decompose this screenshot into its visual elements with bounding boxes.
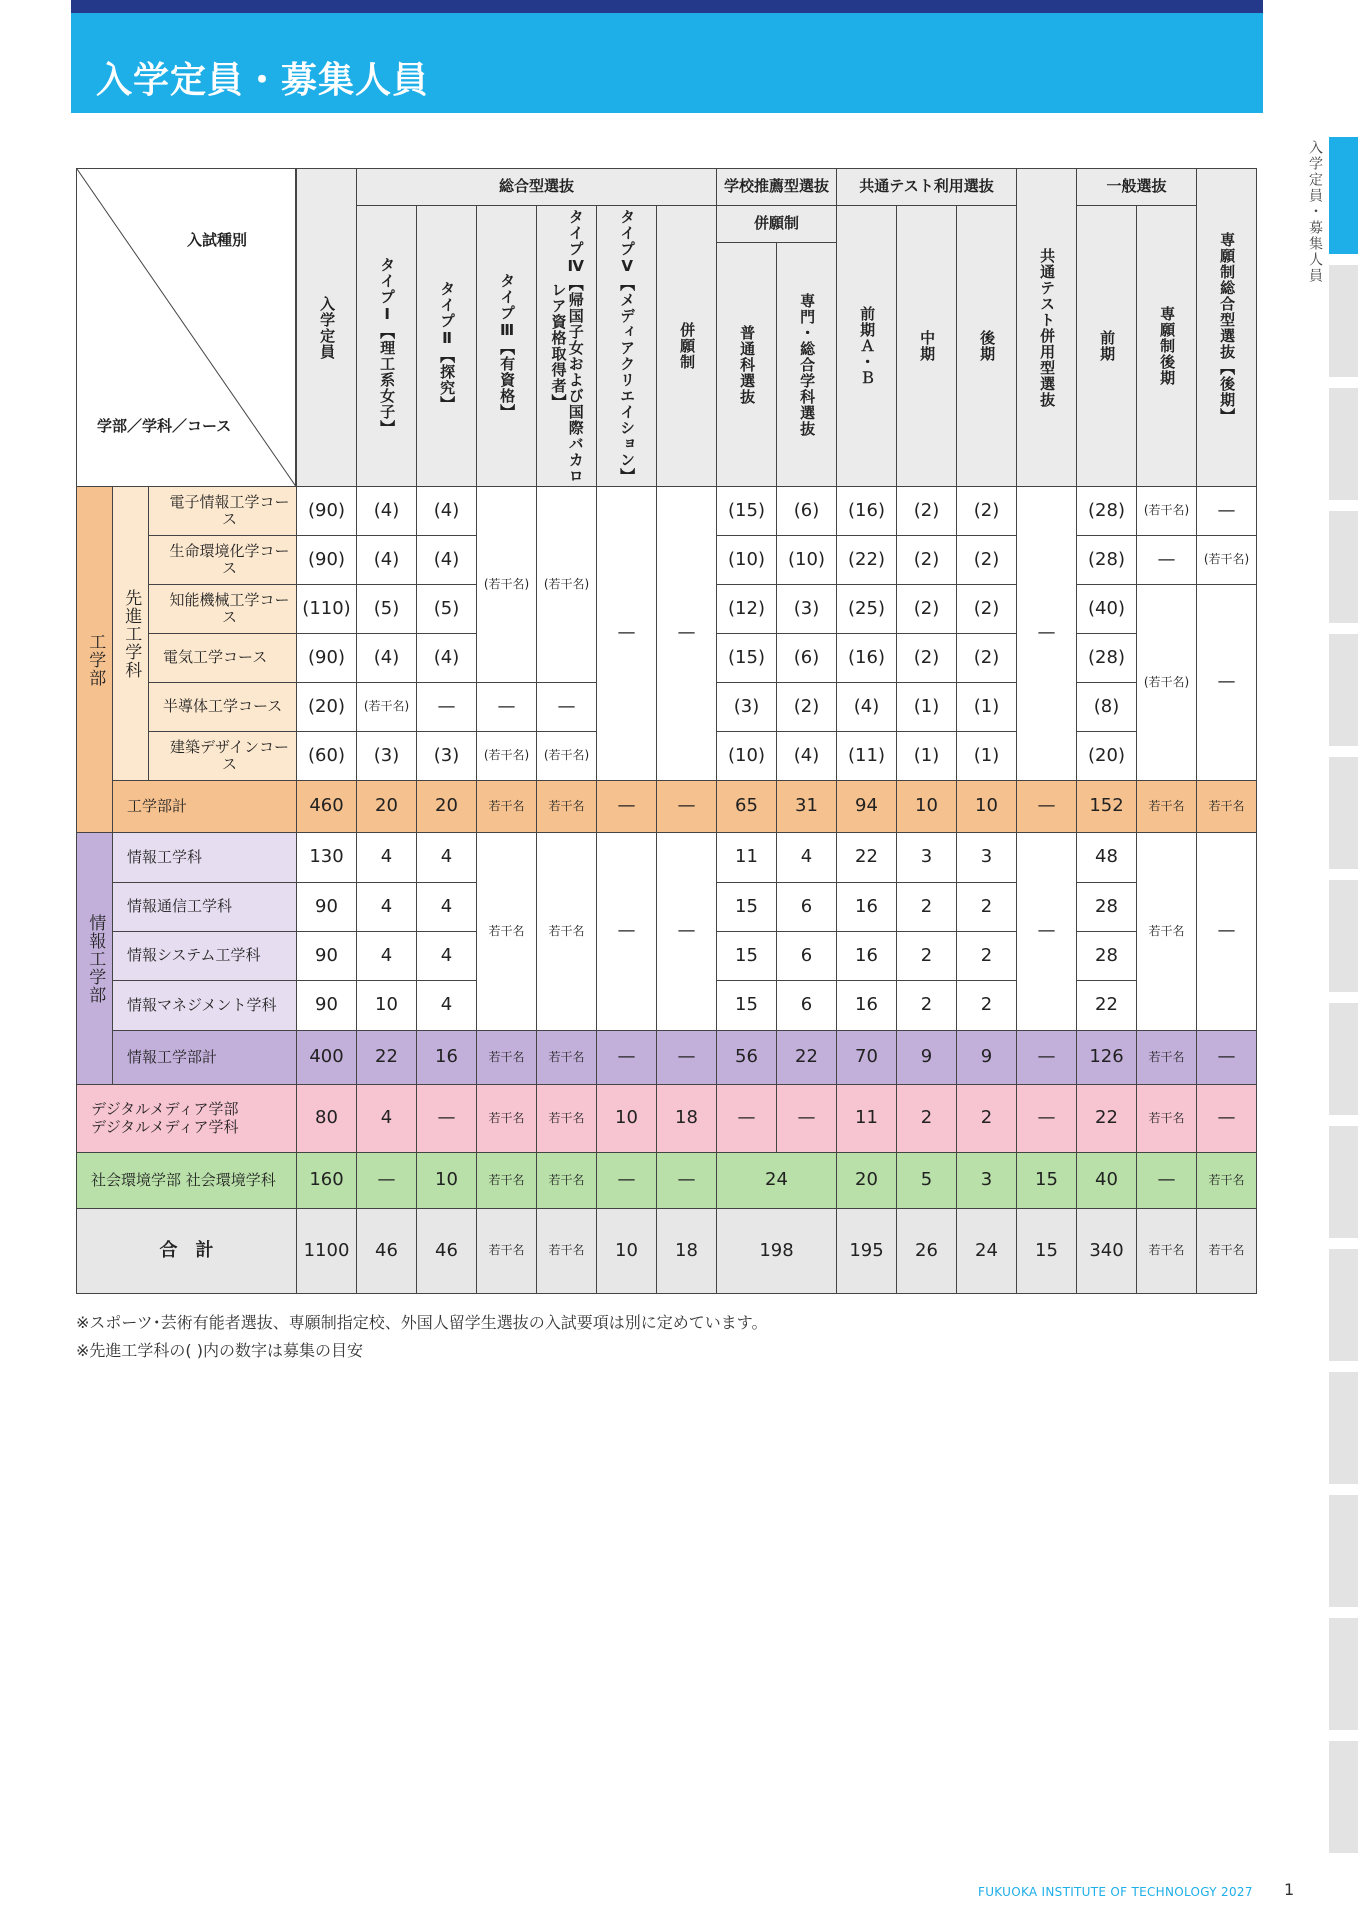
- table-cell: (若干名): [356, 682, 417, 732]
- table-cell: (60): [296, 731, 357, 781]
- total-cell: 20: [356, 780, 417, 833]
- table-cell: (3): [776, 584, 837, 634]
- table-cell: (15): [716, 633, 777, 683]
- table-cell: 28: [1076, 931, 1137, 981]
- table-cell: (4): [356, 633, 417, 683]
- course-name: 建築デザインコース: [148, 731, 297, 781]
- table-cell: 80: [296, 1084, 357, 1153]
- table-cell: 16: [836, 882, 897, 932]
- table-cell: 40: [1076, 1152, 1137, 1209]
- col-header-koki: 後期: [956, 205, 1017, 487]
- total-cell: 56: [716, 1030, 777, 1085]
- table-cell: (4): [416, 633, 477, 683]
- merged-sogo-koki: —: [1196, 832, 1257, 1031]
- table-cell: (25): [836, 584, 897, 634]
- table-cell: 2: [896, 882, 957, 932]
- table-cell: 4: [416, 832, 477, 883]
- table-cell: (20): [296, 682, 357, 732]
- table-cell: (10): [716, 535, 777, 585]
- table-cell: 6: [776, 980, 837, 1031]
- total-cell: 460: [296, 780, 357, 833]
- table-cell: 4: [416, 882, 477, 932]
- table-cell: (2): [956, 633, 1017, 683]
- table-cell: 18: [656, 1084, 717, 1153]
- corner-dept-label: 学部／学科／コース: [97, 417, 232, 435]
- table-cell: (若干名): [536, 731, 597, 781]
- merged-senkan: (若干名): [1136, 584, 1197, 781]
- table-cell: (2): [896, 535, 957, 585]
- table-cell: (5): [416, 584, 477, 634]
- col-header-futsu: 普通科選抜: [716, 242, 777, 487]
- col-header-ippan-senkan: 専願制後期: [1136, 205, 1197, 487]
- total-cell: —: [596, 780, 657, 833]
- side-nav-tab[interactable]: [1329, 634, 1358, 746]
- table-cell: 22: [836, 832, 897, 883]
- dept-name: 情報工学科: [112, 832, 297, 883]
- course-name: 電気工学コース: [148, 633, 297, 683]
- total-cell: —: [1016, 780, 1077, 833]
- table-cell: —: [596, 1152, 657, 1209]
- dept-name: 情報マネジメント学科: [112, 980, 297, 1031]
- table-cell: (2): [956, 535, 1017, 585]
- merged-heigan: —: [656, 832, 717, 1031]
- col-header-type3: タイプⅢ【有資格】: [476, 205, 537, 487]
- side-nav-tab[interactable]: [1329, 1495, 1358, 1607]
- side-nav-tab[interactable]: [1329, 1126, 1358, 1238]
- table-cell: 4: [776, 832, 837, 883]
- course-name: 半導体工学コース: [148, 682, 297, 732]
- total-cell: 9: [956, 1030, 1017, 1085]
- table-cell: 3: [956, 1152, 1017, 1209]
- footer-brand: FUKUOKA INSTITUTE OF TECHNOLOGY 2027: [978, 1885, 1253, 1899]
- table-cell: (4): [416, 486, 477, 536]
- total-cell: 152: [1076, 780, 1137, 833]
- table-cell: —: [356, 1152, 417, 1209]
- total-cell: 22: [356, 1030, 417, 1085]
- total-cell: —: [656, 780, 717, 833]
- total-cell: 10: [596, 1208, 657, 1294]
- table-cell: (40): [1076, 584, 1137, 634]
- merged-type4: 若干名: [536, 832, 597, 1031]
- table-cell: 2: [896, 1084, 957, 1153]
- total-cell: —: [1016, 1030, 1077, 1085]
- merged-type5: —: [596, 832, 657, 1031]
- table-cell: 15: [716, 980, 777, 1031]
- total-cell: 若干名: [1136, 780, 1197, 833]
- table-cell: (90): [296, 535, 357, 585]
- table-cell: 5: [896, 1152, 957, 1209]
- total-cell: 94: [836, 780, 897, 833]
- table-cell: —: [656, 1152, 717, 1209]
- group-header-ippan: 一般選抜: [1076, 168, 1197, 206]
- side-nav-tab[interactable]: [1329, 1249, 1358, 1361]
- merged-heiyo: —: [1016, 486, 1077, 781]
- info-total-label: 情報工学部計: [112, 1030, 297, 1085]
- total-cell: 22: [776, 1030, 837, 1085]
- table-cell: —: [416, 1084, 477, 1153]
- table-cell: 16: [836, 980, 897, 1031]
- table-cell: (28): [1076, 633, 1137, 683]
- table-cell: —: [716, 1084, 777, 1153]
- table-cell: (3): [716, 682, 777, 732]
- table-cell: (4): [836, 682, 897, 732]
- total-cell: 若干名: [476, 1030, 537, 1085]
- table-cell: (10): [716, 731, 777, 781]
- table-cell: —: [1016, 1084, 1077, 1153]
- table-cell: (90): [296, 633, 357, 683]
- table-cell: (3): [416, 731, 477, 781]
- table-cell: (2): [956, 584, 1017, 634]
- side-nav-tab[interactable]: [1329, 388, 1358, 500]
- merged-type3: 若干名: [476, 832, 537, 1031]
- footnote-1: ※スポーツ･芸術有能者選抜、専願制指定校、外国人留学生選抜の入試要項は別に定めています。: [76, 1313, 768, 1332]
- table-cell: 22: [1076, 980, 1137, 1031]
- total-cell: 若干名: [1136, 1208, 1197, 1294]
- total-cell: —: [1196, 1030, 1257, 1085]
- table-cell: 2: [896, 980, 957, 1031]
- table-cell: 若干名: [536, 1084, 597, 1153]
- total-cell: 若干名: [536, 780, 597, 833]
- table-cell: (16): [836, 633, 897, 683]
- table-cell: (8): [1076, 682, 1137, 732]
- table-cell: (2): [896, 486, 957, 536]
- merged-heigan: —: [656, 486, 717, 781]
- total-cell: 24: [956, 1208, 1017, 1294]
- table-cell: 4: [356, 882, 417, 932]
- table-cell: (28): [1076, 535, 1137, 585]
- table-cell: 22: [1076, 1084, 1137, 1153]
- total-cell: —: [656, 1030, 717, 1085]
- table-cell: 4: [416, 980, 477, 1031]
- total-cell: 46: [416, 1208, 477, 1294]
- admissions-table: [76, 168, 1256, 1294]
- table-cell: 2: [956, 980, 1017, 1031]
- side-section-label: 入学定員・募集人員: [1307, 140, 1323, 284]
- table-cell: 6: [776, 882, 837, 932]
- col-header-heiyo: 共通テスト併用型選抜: [1016, 168, 1077, 487]
- dept-name: 情報通信工学科: [112, 882, 297, 932]
- side-nav-tab[interactable]: [1329, 1372, 1358, 1484]
- col-header-heigan-sub: 併願制: [716, 205, 837, 243]
- table-cell: (2): [956, 486, 1017, 536]
- table-cell: (15): [716, 486, 777, 536]
- total-cell: 9: [896, 1030, 957, 1085]
- dm-name: デジタルメディア学科: [91, 1117, 239, 1136]
- col-header-zenki_ab: 前期Ａ・Ｂ: [836, 205, 897, 487]
- total-cell: 15: [1016, 1208, 1077, 1294]
- grand-total-label: 合 計: [76, 1208, 297, 1294]
- table-cell: 90: [296, 980, 357, 1031]
- table-cell: (若干名): [1136, 486, 1197, 536]
- table-cell: 10: [416, 1152, 477, 1209]
- table-cell: 11: [836, 1084, 897, 1153]
- table-cell: 48: [1076, 832, 1137, 883]
- total-cell: 65: [716, 780, 777, 833]
- table-cell: 28: [1076, 882, 1137, 932]
- merged-type4: (若干名): [536, 486, 597, 683]
- total-cell: 10: [896, 780, 957, 833]
- table-cell: (5): [356, 584, 417, 634]
- side-nav-tab[interactable]: [1329, 757, 1358, 869]
- course-name: 知能機械工学コース: [148, 584, 297, 634]
- merged-type5: —: [596, 486, 657, 781]
- table-cell: (90): [296, 486, 357, 536]
- footnote-2: ※先進工学科の( )内の数字は募集の目安: [76, 1341, 363, 1360]
- dept-advanced-eng: 先進工学科: [112, 486, 149, 781]
- table-cell: 2: [956, 1084, 1017, 1153]
- table-cell: 2: [956, 931, 1017, 981]
- table-cell: (1): [896, 682, 957, 732]
- total-cell: —: [596, 1030, 657, 1085]
- side-nav-tab[interactable]: [1329, 1003, 1358, 1115]
- table-cell: 90: [296, 882, 357, 932]
- table-cell: 20: [836, 1152, 897, 1209]
- table-cell: —: [1196, 1084, 1257, 1153]
- total-cell: 20: [416, 780, 477, 833]
- col-header-type5: タイプⅤ【メディアクリエイション】: [596, 205, 657, 487]
- table-cell: 4: [416, 931, 477, 981]
- table-cell: 2: [896, 931, 957, 981]
- table-cell: 15: [716, 931, 777, 981]
- table-cell: (1): [956, 731, 1017, 781]
- table-cell: (2): [896, 584, 957, 634]
- merged-sogo-koki: —: [1196, 584, 1257, 781]
- total-cell: 26: [896, 1208, 957, 1294]
- table-cell: (4): [356, 535, 417, 585]
- side-nav-tab[interactable]: [1329, 511, 1358, 623]
- table-cell: (6): [776, 633, 837, 683]
- side-nav-tab[interactable]: [1329, 265, 1358, 377]
- total-cell: 若干名: [1136, 1030, 1197, 1085]
- table-cell: (16): [836, 486, 897, 536]
- col-header-type2: タイプⅡ【探究】: [416, 205, 477, 487]
- table-cell: 2: [956, 882, 1017, 932]
- total-cell: 若干名: [1196, 780, 1257, 833]
- total-cell: 195: [836, 1208, 897, 1294]
- dm-name: デジタルメディア学部: [91, 1100, 239, 1119]
- total-cell: 若干名: [536, 1030, 597, 1085]
- table-cell: —: [1136, 1152, 1197, 1209]
- table-cell: (22): [836, 535, 897, 585]
- table-cell: 4: [356, 931, 417, 981]
- dept-name: 情報システム工学科: [112, 931, 297, 981]
- total-cell: 若干名: [536, 1208, 597, 1294]
- table-cell: (12): [716, 584, 777, 634]
- total-cell: 1100: [296, 1208, 357, 1294]
- total-cell: 340: [1076, 1208, 1137, 1294]
- table-cell: 若干名: [476, 1084, 537, 1153]
- col-header-type1: タイプⅠ【理工系女子】: [356, 205, 417, 487]
- table-cell: —: [476, 682, 537, 732]
- table-cell: 11: [716, 832, 777, 883]
- group-header-suisen: 学校推薦型選抜: [716, 168, 837, 206]
- col-header-senmon: 専門・総合学科選抜: [776, 242, 837, 487]
- table-cell: —: [536, 682, 597, 732]
- corner-exam-type-label: 入試種別: [187, 231, 248, 249]
- faculty-info: 情報工学部: [76, 832, 113, 1085]
- table-cell: (20): [1076, 731, 1137, 781]
- side-nav-tab[interactable]: [1329, 1741, 1358, 1853]
- env-label: 社会環境学部 社会環境学科: [76, 1152, 297, 1209]
- course-name: 生命環境化学コース: [148, 535, 297, 585]
- table-cell: (若干名): [476, 731, 537, 781]
- table-cell: 10: [596, 1084, 657, 1153]
- table-cell: 3: [896, 832, 957, 883]
- course-name: 電子情報工学コース: [148, 486, 297, 536]
- table-cell: (1): [896, 731, 957, 781]
- table-cell: 130: [296, 832, 357, 883]
- merged-heiyo: —: [1016, 832, 1077, 1031]
- col-header-type4: タイプⅣ【帰国子女および国際バカロレア資格取得者】: [536, 205, 597, 487]
- table-cell: (2): [896, 633, 957, 683]
- side-nav-tab[interactable]: [1329, 137, 1358, 254]
- table-cell: 若干名: [1196, 1152, 1257, 1209]
- table-cell: —: [776, 1084, 837, 1153]
- total-cell: 198: [716, 1208, 837, 1294]
- table-cell: (若干名): [1196, 535, 1257, 585]
- table-cell: 10: [356, 980, 417, 1031]
- table-cell: —: [1196, 486, 1257, 536]
- table-cell: 24: [716, 1152, 837, 1209]
- total-cell: 若干名: [1196, 1208, 1257, 1294]
- page-title: 入学定員・募集人員: [96, 60, 430, 101]
- table-cell: (4): [356, 486, 417, 536]
- col-header-heigan: 併願制: [656, 205, 717, 487]
- eng-total-label: 工学部計: [112, 780, 297, 833]
- table-cell: —: [1136, 535, 1197, 585]
- table-cell: (6): [776, 486, 837, 536]
- top-accent-bar: [71, 0, 1263, 13]
- dm-label: [76, 1084, 297, 1153]
- group-header-kyotsu: 共通テスト利用選抜: [836, 168, 1017, 206]
- total-cell: 46: [356, 1208, 417, 1294]
- table-cell: (1): [956, 682, 1017, 732]
- col-header-chuki: 中期: [896, 205, 957, 487]
- side-nav-tab[interactable]: [1329, 1618, 1358, 1730]
- table-cell: 3: [956, 832, 1017, 883]
- table-cell: (3): [356, 731, 417, 781]
- table-cell: (28): [1076, 486, 1137, 536]
- total-cell: 70: [836, 1030, 897, 1085]
- table-cell: (110): [296, 584, 357, 634]
- table-corner-header: [76, 168, 296, 487]
- total-cell: 126: [1076, 1030, 1137, 1085]
- table-cell: —: [416, 682, 477, 732]
- group-header-sogo: 総合型選抜: [356, 168, 717, 206]
- side-nav-tab[interactable]: [1329, 880, 1358, 992]
- table-cell: 若干名: [1136, 1084, 1197, 1153]
- total-cell: 18: [656, 1208, 717, 1294]
- table-cell: (4): [416, 535, 477, 585]
- total-cell: 16: [416, 1030, 477, 1085]
- table-cell: 若干名: [536, 1152, 597, 1209]
- table-cell: (2): [776, 682, 837, 732]
- total-cell: 若干名: [476, 1208, 537, 1294]
- total-cell: 31: [776, 780, 837, 833]
- table-cell: (10): [776, 535, 837, 585]
- table-cell: (11): [836, 731, 897, 781]
- table-cell: 若干名: [476, 1152, 537, 1209]
- total-cell: 若干名: [476, 780, 537, 833]
- table-cell: 6: [776, 931, 837, 981]
- col-header-senkan-sogo: 専願制総合型選抜【後期】: [1196, 168, 1257, 487]
- col-header-ippan-zenki: 前期: [1076, 205, 1137, 487]
- col-header-teiin: 入学定員: [296, 168, 357, 487]
- table-cell: (4): [776, 731, 837, 781]
- merged-senkan: 若干名: [1136, 832, 1197, 1031]
- page-number: 1: [1284, 1880, 1295, 1899]
- table-cell: 15: [716, 882, 777, 932]
- table-cell: 4: [356, 832, 417, 883]
- table-cell: 16: [836, 931, 897, 981]
- total-cell: 10: [956, 780, 1017, 833]
- faculty-eng: 工学部: [76, 486, 113, 833]
- table-cell: 90: [296, 931, 357, 981]
- total-cell: 400: [296, 1030, 357, 1085]
- merged-type3: (若干名): [476, 486, 537, 683]
- table-cell: 160: [296, 1152, 357, 1209]
- table-cell: 4: [356, 1084, 417, 1153]
- table-cell: 15: [1016, 1152, 1077, 1209]
